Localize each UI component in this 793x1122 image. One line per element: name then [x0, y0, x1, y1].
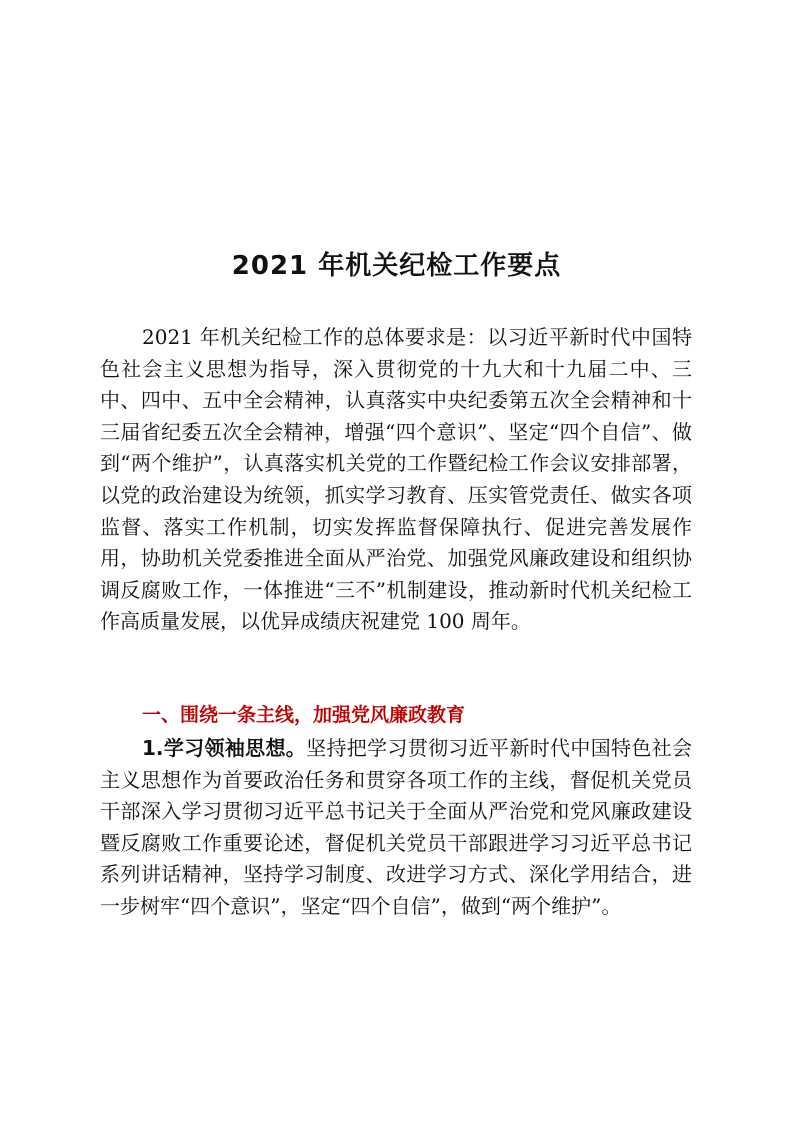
item-lead-1: 1.学习领袖思想。 — [142, 736, 307, 760]
item-paragraph-1 — [100, 733, 692, 923]
document-title: 2021 年机关纪检工作要点 — [231, 251, 562, 281]
item-text-1: 坚持把学习贯彻习近平新时代中国特色社会主义思想作为首要政治任务和贯穿各项工作的主线，督促机关党员干部深入学习贯彻习近平总书记关于全面从严治党和党风廉政建设暨反腐败工作重要论述，督促机关党员干部跟进学习习近平总书记系列讲话精神，坚持学习制度、改进学习方式、深化学用结合，进一步树牢“四个意识”，坚定“四个自信”，做到“两个维护”。 — [100, 736, 692, 918]
intro-paragraph: 2021 年机关纪检工作的总体要求是：以习近平新时代中国特色社会主义思想为指导，深入贯彻党的十九大和十九届二中、三中、四中、五中全会精神，认真落实中央纪委第五次全会精神和十三届省纪委五次全会精神，增强“四个意识”、坚定“四个自信”、做到“两个维护”，认真落实机关党的工作暨纪检工作会议安排部署，以党的政治建设为统领，抓实学习教育、压实管党责任、做实各项监督、落实工作机制，切实发挥监督保障执行、促进完善发展作用，协助机关党委推进全面从严治党、加强党风廉政建设和组织协调反腐败工作，一体推进“三不”机制建设，推动新时代机关纪检工作高质量发展，以优异成绩庆祝建党 100 周年。 — [100, 325, 692, 634]
section-heading-1: 一、围绕一条主线，加强党风廉政教育 — [142, 704, 466, 726]
